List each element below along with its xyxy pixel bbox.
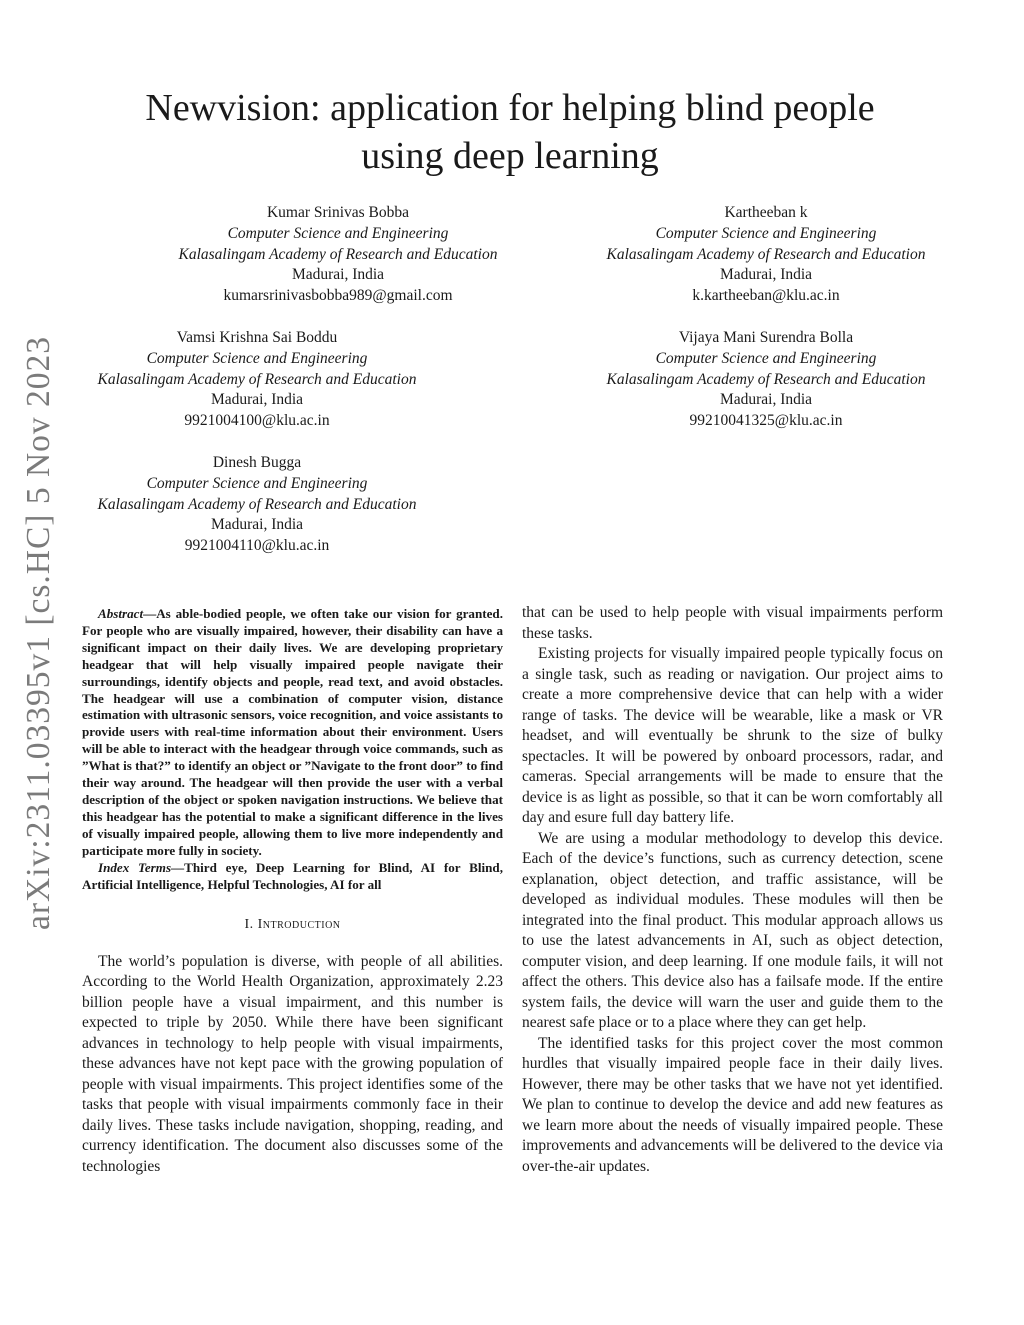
- intro-paragraph-1: The world’s population is diverse, with people of all abilities. According to the World Health Organization, approximately 2.23 billion people have a visual impairment, and this number is expected to triple by 2050. While there have been significant advances in technology to help people with visual impairments, these advances have not kept pace with the growing population of people with visual impairments. This project identifies some of the tasks that people with visual impairments commonly face in their daily lives. These tasks include navigation, shopping, reading, and currency identification. The document also discusses some of the technologies: [82, 952, 503, 1175]
- author-email: 9921004100@klu.ac.in: [184, 412, 330, 430]
- body-paragraph-3: We are using a modular methodology to develop this device. Each of the device’s functions, such as currency detection, scene explanation, object detection, and traffic assistance, will be developed as individual modules. These modules will then be integrated into the final product. This modular approach allows us to use the latest advancements in AI, such as object detection, computer vision, and deep learning. If one module fails, it will not affect the others. This device also has a failsafe mode. If the entire system fails, the device will warn the user and guide them to the nearest safe place or to a place where they can get help.: [522, 829, 943, 1031]
- author-email: 99210041325@klu.ac.in: [689, 412, 843, 430]
- author-name: Kartheeban k: [724, 204, 808, 221]
- author-name: Vamsi Krishna Sai Boddu: [176, 329, 338, 346]
- right-column: [522, 603, 943, 1177]
- author-organization: Kalasalingam Academy of Research and Education: [606, 370, 926, 388]
- paper-title: [90, 84, 930, 180]
- title-line-1: Newvision: application for helping blind people: [145, 87, 875, 129]
- author-block-4: [566, 328, 966, 432]
- author-organization: Kalasalingam Academy of Research and Education: [178, 245, 498, 263]
- author-department: Computer Science and Engineering: [655, 349, 877, 367]
- author-block-5: [57, 453, 457, 557]
- abstract-text: —As able-bodied people, we often take our vision for granted. For people who are visually impaired, however, their disability can have a significant impact on their daily lives. We are developing proprietary headgear that will help visually impaired people navigate their surroundings, identify objects and people, read text, and avoid obstacles. The headgear will use a combination of computer vision, distance estimation with ultrasonic sensors, voice recognition, and voice assistants to provide users with real-time information about their environment. Users will be able to interact with the headgear through voice commands, such as ”What is that?” to identify an object or ”Navigate to the front door” to find their way around. The headgear will then provide the user with a verbal description of the object or spoken navigation instructions. We believe that this headgear has the potential to make a significant difference in the lives of visually impaired people, allowing them to live more independently and participate more fully in society.: [82, 606, 503, 858]
- author-department: Computer Science and Engineering: [146, 474, 368, 492]
- author-city: Madurai, India: [719, 266, 813, 284]
- section-number: I.: [244, 917, 254, 933]
- author-email: 9921004110@klu.ac.in: [184, 537, 330, 555]
- body-paragraph-4: The identified tasks for this project cover the most common hurdles that visually impaired people face in their daily lives. However, there may be other tasks that we have not yet identified. We plan to continue to develop the device and add new features as we learn more about the needs of visually impaired people. These improvements and advancements will be delivered to the device via over-the-air updates.: [522, 1034, 943, 1175]
- arxiv-identifier: arXiv:2311.03395v1 [cs.HC] 5 Nov 2023: [20, 335, 57, 930]
- title-line-2: using deep learning: [361, 135, 659, 177]
- body-paragraph-2: Existing projects for visually impaired people typically focus on a single task, such as reading or navigation. Our project aims to create a more comprehensive device that can help with a wider range of tasks. The device will be wearable, like a mask or VR headset, and will eventually be shrunk to the size of bulky spectacles. It will be powered by onboard processors, radar, and cameras. Special arrangements will be made to ensure that the device is as light as possible, so that it can be worn comfortably all day and esure full day battery life.: [522, 645, 943, 826]
- author-name: Dinesh Bugga: [212, 454, 302, 471]
- index-terms-label: Index Terms: [98, 859, 172, 875]
- author-department: Computer Science and Engineering: [227, 224, 449, 242]
- author-department: Computer Science and Engineering: [655, 224, 877, 242]
- author-email: kumarsrinivasbobba989@gmail.com: [223, 287, 453, 305]
- author-city: Madurai, India: [210, 516, 304, 534]
- author-organization: Kalasalingam Academy of Research and Education: [97, 370, 417, 388]
- author-city: Madurai, India: [719, 391, 813, 409]
- author-email: k.kartheeban@klu.ac.in: [692, 287, 840, 305]
- section-title: Introduction: [257, 917, 341, 933]
- author-name: Kumar Srinivas Bobba: [266, 204, 410, 221]
- author-block-2: [566, 203, 966, 307]
- index-terms: [82, 860, 503, 894]
- author-department: Computer Science and Engineering: [146, 349, 368, 367]
- body-paragraph-continued: that can be used to help people with visual impairments perform these tasks.: [522, 604, 943, 642]
- author-city: Madurai, India: [210, 391, 304, 409]
- author-block-3: [57, 328, 457, 432]
- section-heading: [82, 915, 503, 936]
- index-terms-text: —Third eye, Deep Learning for Blind, AI for Blind, Artificial Intelligence, Helpful Technologies, AI for all: [82, 859, 503, 892]
- author-organization: Kalasalingam Academy of Research and Education: [97, 495, 417, 513]
- author-block-1: [138, 203, 538, 307]
- author-organization: Kalasalingam Academy of Research and Education: [606, 245, 926, 263]
- abstract: [82, 606, 503, 860]
- author-name: Vijaya Mani Surendra Bolla: [678, 329, 854, 346]
- author-city: Madurai, India: [291, 266, 385, 284]
- left-column: [82, 606, 503, 1177]
- abstract-label: Abstract: [98, 606, 144, 621]
